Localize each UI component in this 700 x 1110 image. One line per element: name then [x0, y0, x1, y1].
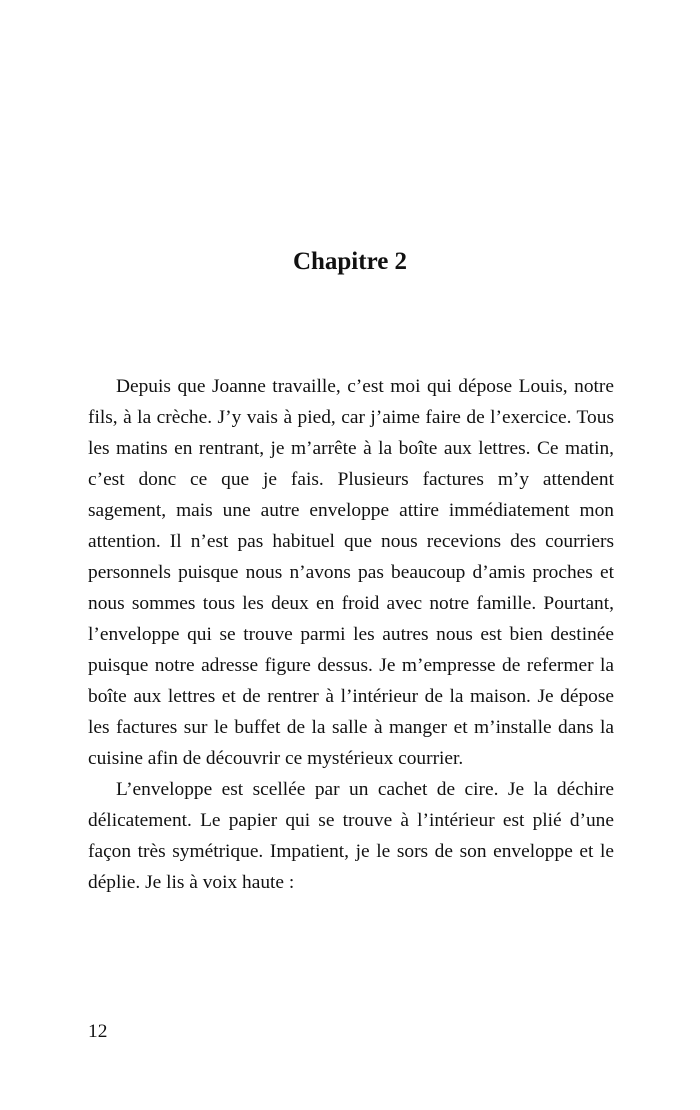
- chapter-title: Chapitre 2: [292, 248, 408, 275]
- page-number: 12: [88, 1021, 108, 1042]
- paragraph: L’enveloppe est scellée par un cachet de cire. Je la déchire délicatement. Le papier qui se trouve à l’intérieur est plié d’une façon très symétrique. Impatient, je le sors de son enveloppe et le déplie. Je lis à voix haute :: [88, 779, 614, 893]
- chapter-body: [88, 371, 614, 898]
- paragraph: Depuis que Joanne travaille, c’est moi qui dépose Louis, notre fils, à la crèche. J’y vais à pied, car j’aime faire de l’exercice. Tous les matins en rentrant, je m’arrête à la boîte aux lettres. Ce matin, c’est donc ce que je fais. Plusieurs factures m’y attendent sagement, mais une autre enveloppe attire immédiatement mon attention. Il n’est pas habituel que nous recevions des courriers personnels puisque nous n’avons pas beaucoup d’amis proches et nous sommes tous les deux en froid avec notre famille. Pourtant, l’enveloppe qui se trouve parmi les autres nous est bien destinée puisque notre adresse figure dessus. Je m’empresse de refermer la boîte aux lettres et de rentrer à l’intérieur de la maison. Je dépose les factures sur le buffet de la salle à manger et m’installe dans la cuisine afin de découvrir ce mystérieux courrier.: [88, 376, 614, 769]
